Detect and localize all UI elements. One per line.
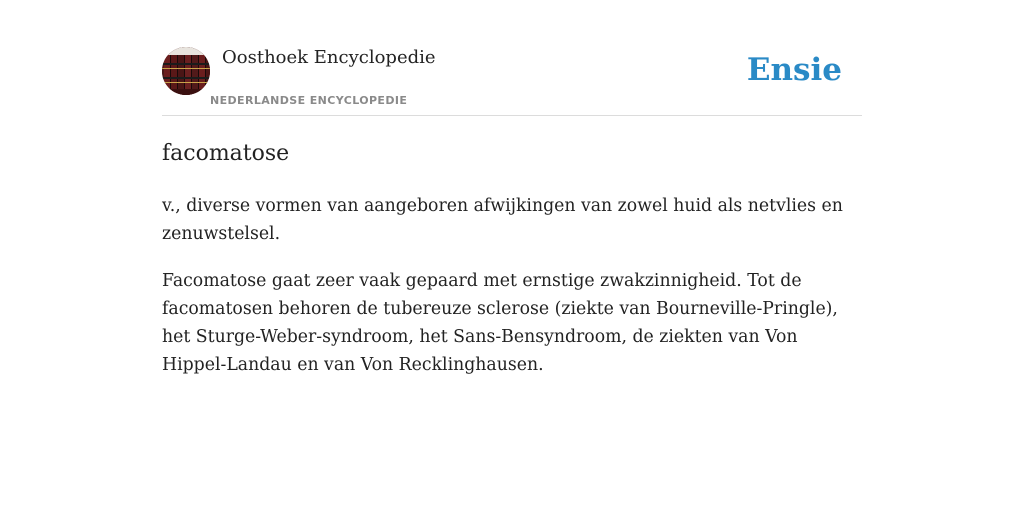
site-header [162,46,862,116]
article-paragraph: v., diverse vormen van aangeboren afwijkingen van zowel huid als netvlies en zenuwstelsel. [162,196,843,244]
page-title: facomatose [162,141,290,166]
ensie-logo[interactable]: Ensie [746,52,842,88]
article [162,140,862,398]
book-spines-icon[interactable] [162,47,210,95]
article-paragraph: Facomatose gaat zeer vaak gepaard met ernstige zwakzinnigheid. Tot de facomatosen behoren de tubereuze sclerose (ziekte van Bourneville-Pringle), het Sturge-Weber-syndroom, het Sans-Bensyndroom, de ziekten van Von Hippel-Landau en van Von Recklinghausen. [162,271,838,375]
brand-name[interactable]: Oosthoek Encyclopedie [222,47,436,68]
brand-subtitle: NEDERLANDSE ENCYCLOPEDIE [210,94,408,107]
